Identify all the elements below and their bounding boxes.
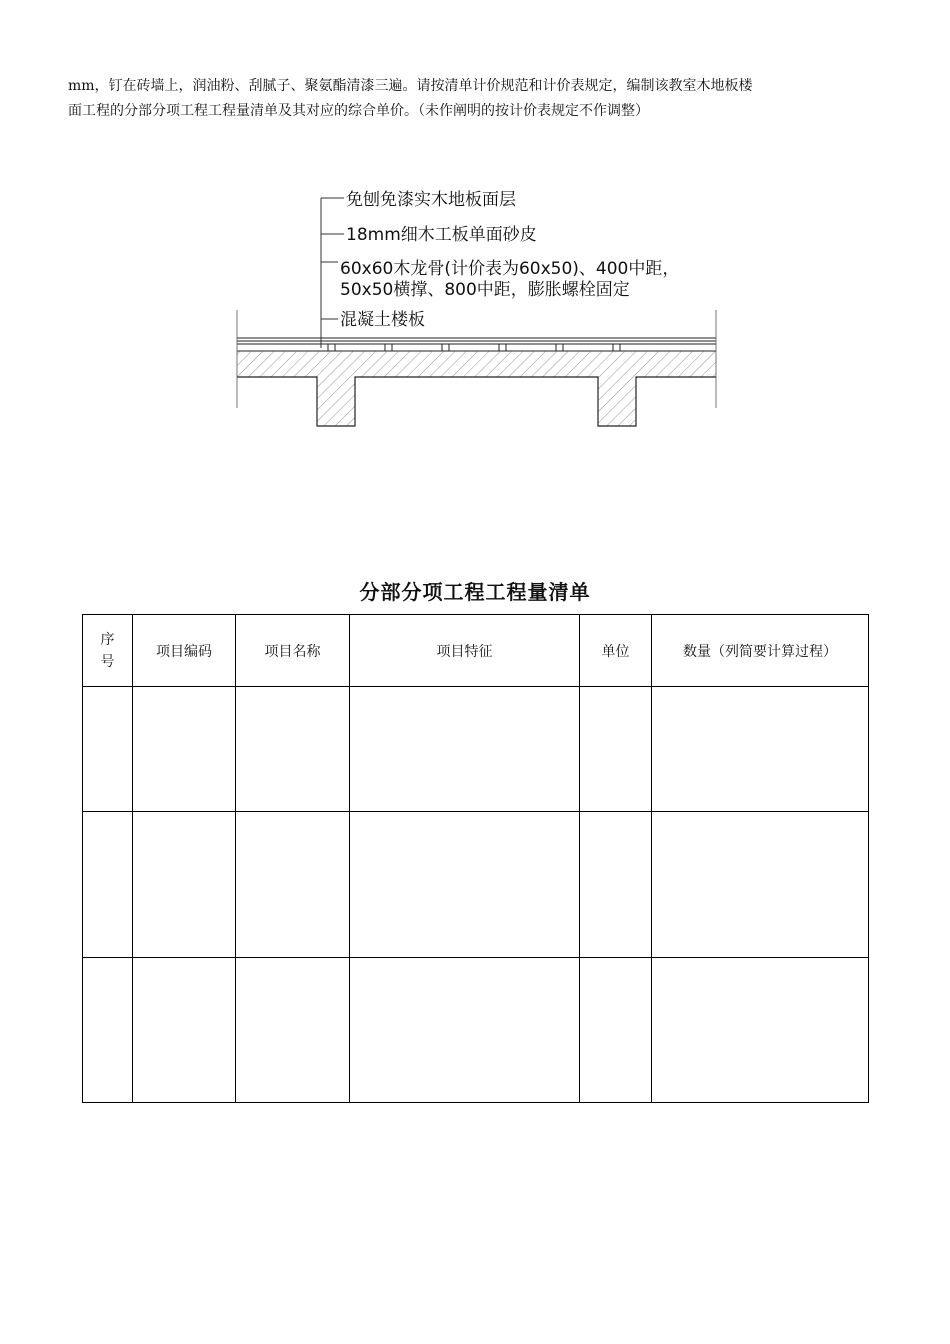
table-row	[83, 958, 869, 1103]
joists	[328, 344, 620, 351]
header-code: 项目编码	[133, 615, 236, 687]
label-joist-line-1: 60x60木龙骨(计价表为60x50)、400中距，	[340, 259, 680, 279]
header-seq-bottom: 号	[100, 653, 115, 670]
cell-seq[interactable]	[83, 812, 133, 958]
label-joist-line-2: 50x50横撑、800中距，膨胀螺栓固定	[340, 280, 630, 300]
cell-quantity[interactable]	[652, 812, 869, 958]
table-title: 分部分项工程工程量清单	[359, 580, 591, 604]
cell-feature[interactable]	[350, 958, 580, 1103]
cell-quantity[interactable]	[652, 687, 869, 812]
cell-seq[interactable]	[83, 687, 133, 812]
cell-code[interactable]	[133, 958, 236, 1103]
cell-code[interactable]	[133, 687, 236, 812]
cell-feature[interactable]	[350, 687, 580, 812]
problem-statement	[68, 74, 888, 124]
finish-layers	[237, 338, 716, 351]
cell-name[interactable]	[236, 687, 350, 812]
table-row	[83, 812, 869, 958]
cell-name[interactable]	[236, 812, 350, 958]
label-finish-layer: 免刨免漆实木地板面层	[346, 190, 516, 210]
problem-line-1: mm，钉在砖墙上，润油粉、刮腻子、聚氨酯清漆三遍。请按清单计价规范和计价表规定，编制该教室木地板楼	[68, 78, 753, 94]
concrete-slab	[237, 351, 716, 426]
cell-seq[interactable]	[83, 958, 133, 1103]
cell-unit[interactable]	[580, 687, 652, 812]
header-quantity: 数量（列简要计算过程）	[652, 615, 869, 687]
header-feature: 项目特征	[350, 615, 580, 687]
cell-name[interactable]	[236, 958, 350, 1103]
cell-feature[interactable]	[350, 812, 580, 958]
label-concrete-slab: 混凝土楼板	[340, 310, 425, 330]
cell-code[interactable]	[133, 812, 236, 958]
header-seq-top: 序	[100, 631, 115, 648]
header-seq	[83, 615, 133, 687]
label-plywood-layer: 18mm细木工板单面砂皮	[346, 225, 537, 245]
problem-line-2: 面工程的分部分项工程工程量清单及其对应的综合单价。（未作阐明的按计价表规定不作调整）	[68, 103, 649, 119]
table-row	[83, 687, 869, 812]
cell-unit[interactable]	[580, 812, 652, 958]
floor-section-drawing	[230, 180, 730, 440]
bill-of-quantities-table	[82, 614, 869, 1103]
table-header-row	[83, 615, 869, 687]
header-name: 项目名称	[236, 615, 350, 687]
cell-unit[interactable]	[580, 958, 652, 1103]
header-unit: 单位	[580, 615, 652, 687]
cell-quantity[interactable]	[652, 958, 869, 1103]
